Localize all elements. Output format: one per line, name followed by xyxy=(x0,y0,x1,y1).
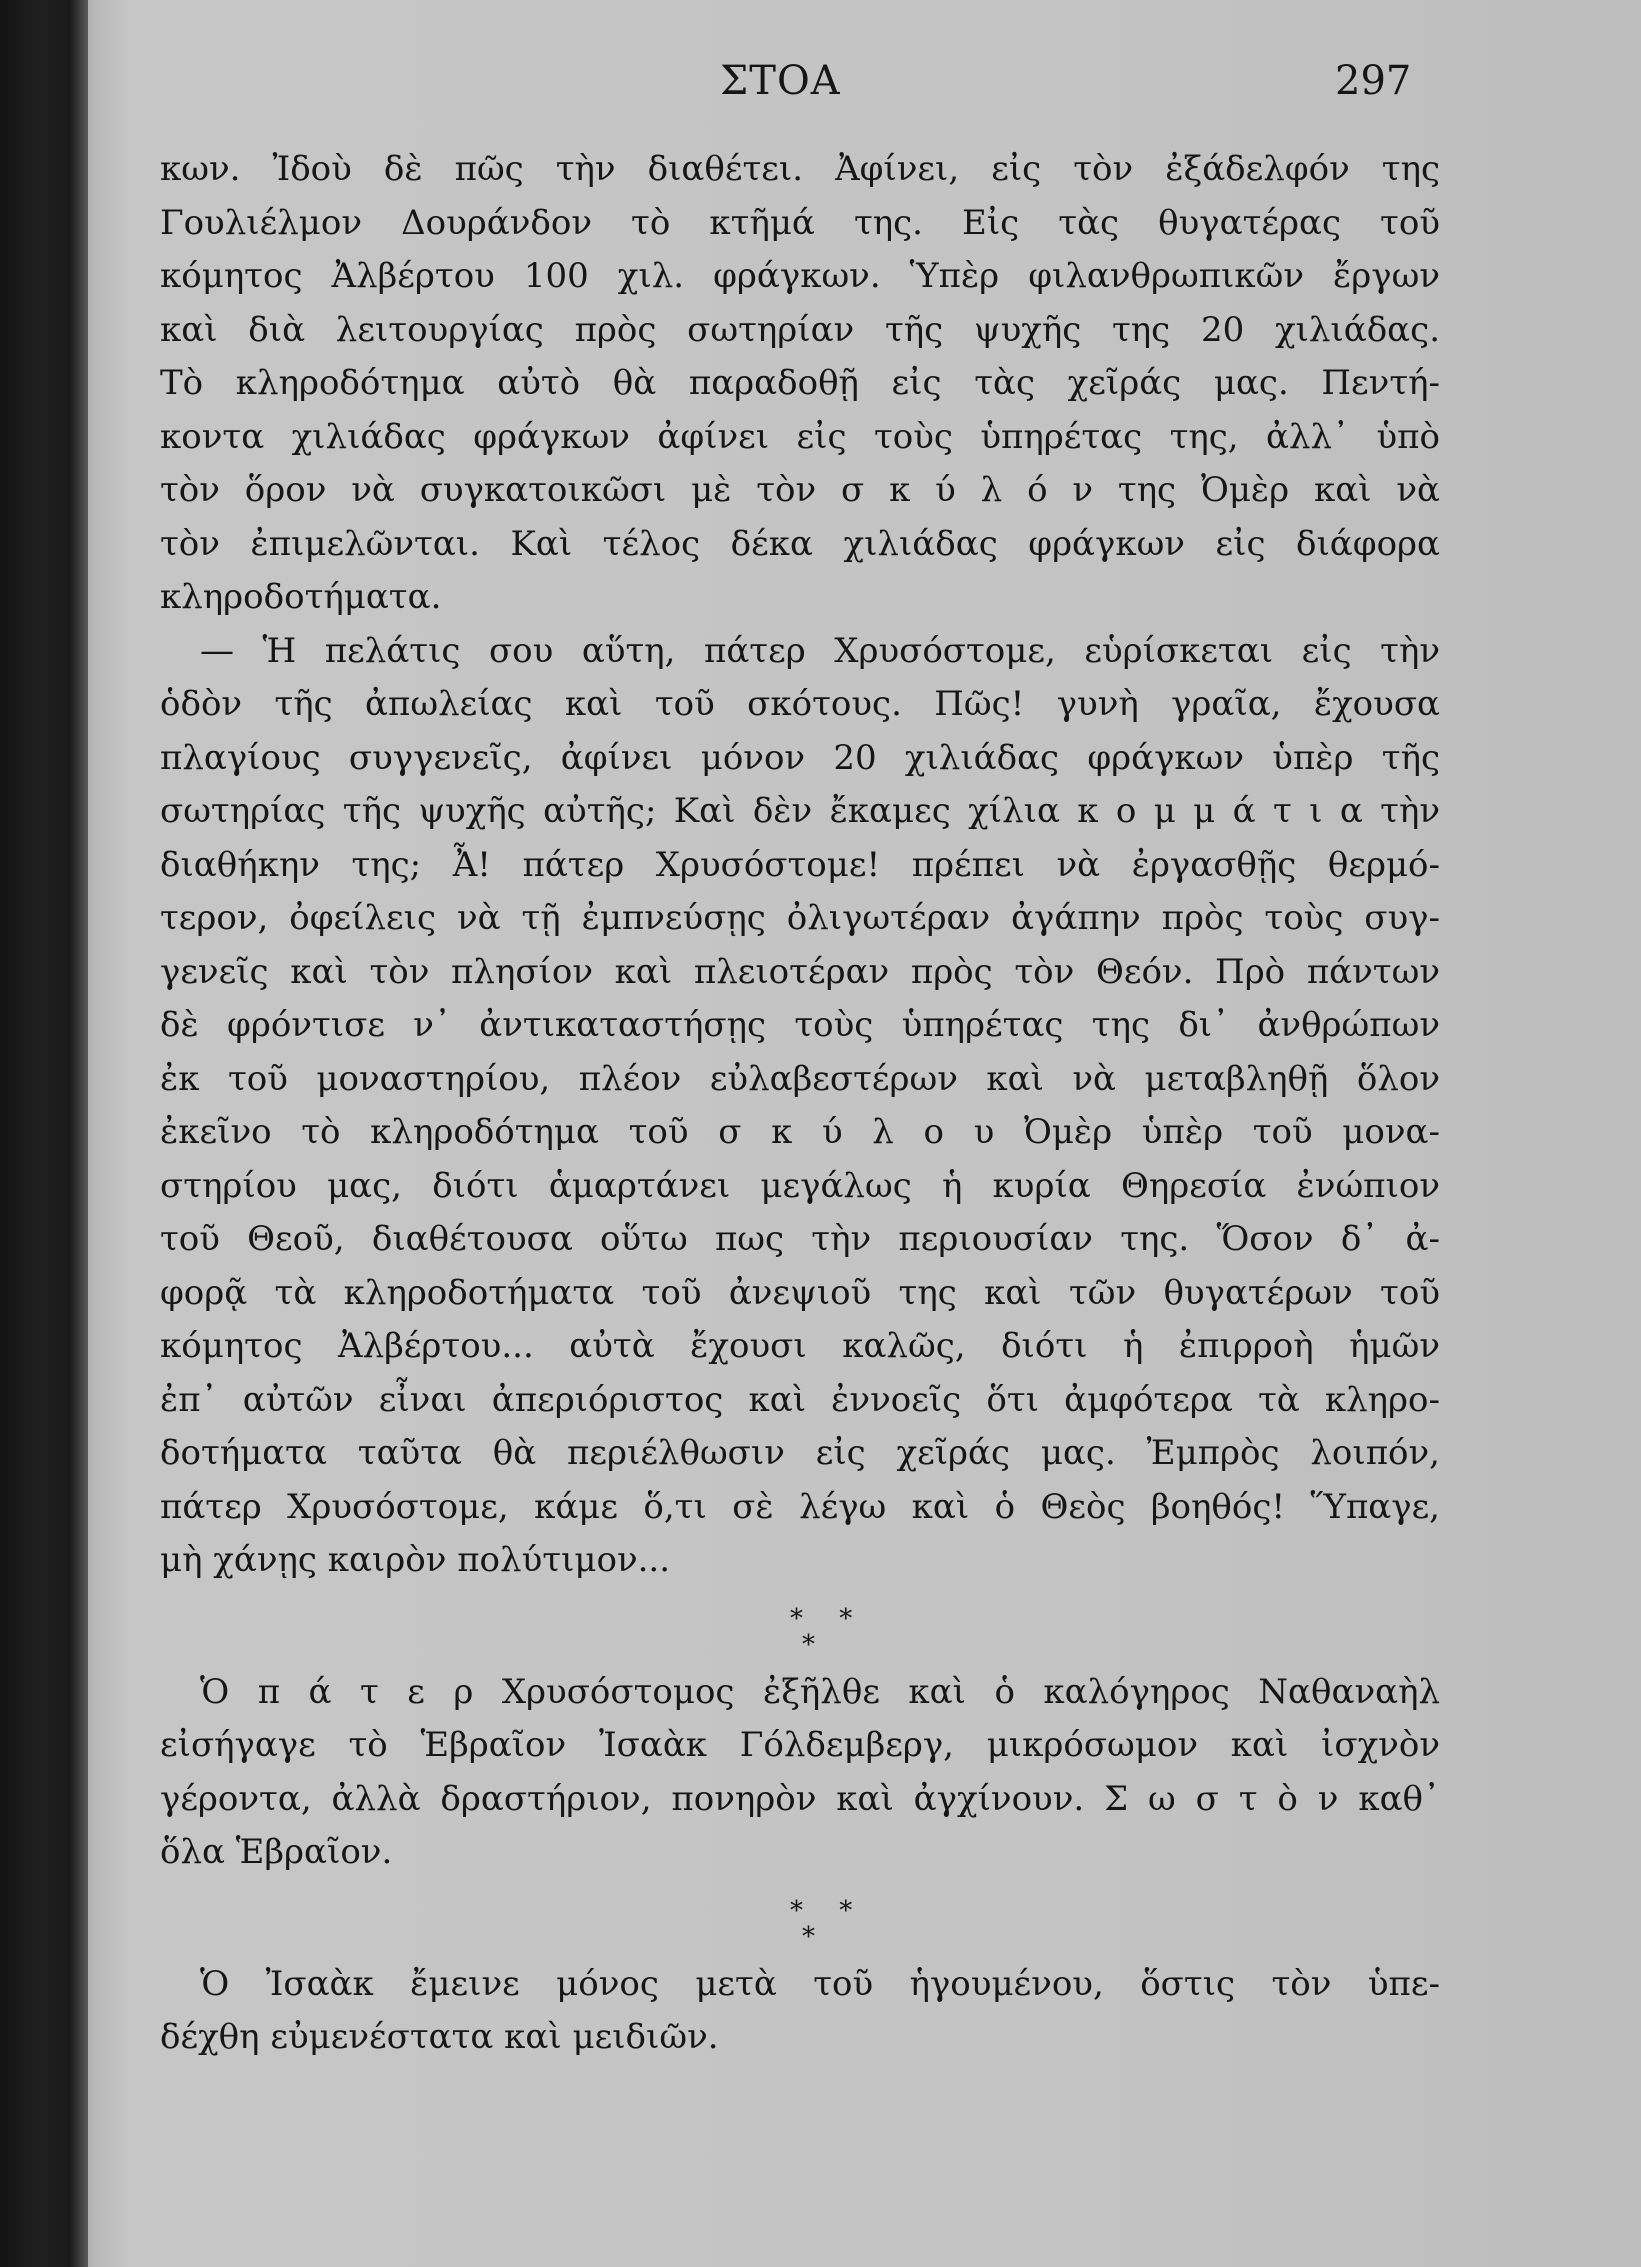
text-line: φορᾷ τὰ κληροδοτήματα τοῦ ἀνεψιοῦ της καὶ τῶν θυγατέρων τοῦ xyxy=(160,1272,1440,1313)
paragraph xyxy=(160,625,1440,1588)
book-gutter xyxy=(0,0,88,2267)
text-line: κων. Ἰδοὺ δὲ πῶς τὴν διαθέτει. Ἀφίνει, εἰς τὸν ἐξάδελφόν της xyxy=(160,149,1440,189)
text-line: δοτήματα ταῦτα θὰ περιέλθωσιν εἰς χεῖράς μας. Ἐμπρὸς λοιπόν, xyxy=(160,1433,1440,1473)
body-text xyxy=(160,143,1440,2065)
text-line: ἐκεῖνο τὸ κληροδότημα τοῦ σ κ ύ λ ο υ Ὀμὲρ ὑπὲρ τοῦ μονα- xyxy=(160,1112,1440,1152)
text-line: δέχθη εὐμενέστατα καὶ μειδιῶν. xyxy=(160,2017,719,2057)
text-line: ὅλα Ἑβραῖον. xyxy=(160,1832,393,1872)
text-line: Ὁ π ά τ ε ρ Χρυσόστομος ἐξῆλθε καὶ ὁ καλόγηρος Ναθαναὴλ xyxy=(200,1671,1440,1712)
text-line: τὸν ὅρον νὰ συγκατοικῶσι μὲ τὸν σ κ ύ λ ό ν της Ὀμὲρ καὶ νὰ xyxy=(160,470,1440,510)
text-line: κοντα χιλιάδας φράγκων ἀφίνει εἰς τοὺς ὑπηρέτας της, ἀλλ᾽ ὑπὸ xyxy=(160,416,1440,457)
text-line: πλαγίους συγγενεῖς, ἀφίνει μόνον 20 χιλιάδας φράγκων ὑπὲρ τῆς xyxy=(160,737,1440,778)
text-line: γέροντα, ἀλλὰ δραστήριον, πονηρὸν καὶ ἀγχίνουν. Σ ω σ τ ὸ ν καθ᾽ xyxy=(160,1778,1440,1819)
text-line: τερον, ὀφείλεις νὰ τῇ ἐμπνεύσῃς ὀλιγωτέραν ἀγάπην πρὸς τοὺς συγ- xyxy=(160,898,1440,938)
text-line: δὲ φρόντισε ν᾽ ἀντικαταστήσῃς τοὺς ὑπηρέτας της δι᾽ ἀνθρώπων xyxy=(160,1005,1440,1045)
text-line: ὁδὸν τῆς ἀπωλείας καὶ τοῦ σκότους. Πῶς! γυνὴ γραῖα, ἔχουσα xyxy=(160,684,1440,724)
text-line: τὸν ἐπιμελῶνται. Καὶ τέλος δέκα χιλιάδας φράγκων εἰς διάφορα xyxy=(160,523,1440,564)
text-line: εἰσήγαγε τὸ Ἑβραῖον Ἰσαὰκ Γόλδεμβεργ, μικρόσωμον καὶ ἰσχνὸν xyxy=(160,1725,1440,1765)
text-line: ἐκ τοῦ μοναστηρίου, πλέον εὐλαβεστέρων καὶ νὰ μεταβληθῇ ὅλον xyxy=(160,1058,1440,1099)
text-line: — Ἡ πελάτις σου αὕτη, πάτερ Χρυσόστομε, εὑρίσκεται εἰς τὴν xyxy=(200,630,1440,671)
asterism-bottom: * xyxy=(802,1921,815,1952)
text-line: Γουλιέλμον Δουράνδον τὸ κτῆμά της. Εἰς τὰς θυγατέρας τοῦ xyxy=(160,202,1440,243)
section-divider xyxy=(160,1588,1440,1666)
running-head xyxy=(160,58,1440,118)
text-line: καὶ διὰ λειτουργίας πρὸς σωτηρίαν τῆς ψυχῆς της 20 χιλιάδας. xyxy=(160,309,1440,350)
paragraph xyxy=(160,1958,1440,2065)
text-line: μὴ χάνῃς καιρὸν πολύτιμον... xyxy=(160,1540,671,1580)
text-line: κληροδοτήματα. xyxy=(160,577,442,617)
paragraph xyxy=(160,143,1440,625)
running-title: ΣΤΟΑ xyxy=(720,58,841,104)
text-line: κόμητος Ἀλβέρτου... αὐτὰ ἔχουσι καλῶς, διότι ἡ ἐπιρροὴ ἡμῶν xyxy=(160,1326,1440,1366)
text-line: Τὸ κληροδότημα αὐτὸ θὰ παραδοθῇ εἰς τὰς χεῖράς μας. Πεντή- xyxy=(160,363,1440,403)
text-line: κόμητος Ἀλβέρτου 100 χιλ. φράγκων. Ὑπὲρ φιλανθρωπικῶν ἔργων xyxy=(160,256,1440,296)
section-divider xyxy=(160,1880,1440,1958)
text-line: ἐπ᾽ αὐτῶν εἶναι ἀπεριόριστος καὶ ἐννοεῖς ὅτι ἀμφότερα τὰ κληρο- xyxy=(160,1379,1440,1420)
text-line: γενεῖς καὶ τὸν πλησίον καὶ πλειοτέραν πρὸς τὸν Θεόν. Πρὸ πάντων xyxy=(160,951,1440,992)
text-line: τοῦ Θεοῦ, διαθέτουσα οὕτω πως τὴν περιουσίαν της. Ὅσον δ᾽ ἀ- xyxy=(160,1219,1440,1259)
text-line: σωτηρίας τῆς ψυχῆς αὐτῆς; Καὶ δὲν ἔκαμες χίλια κ ο μ μ ά τ ι α τὴν xyxy=(160,791,1440,831)
asterism-top: * * xyxy=(790,1603,867,1634)
paragraph xyxy=(160,1666,1440,1880)
asterism-bottom: * xyxy=(802,1629,815,1660)
page-number: 297 xyxy=(1335,58,1412,104)
book-page xyxy=(160,48,1440,2228)
text-line: στηρίου μας, διότι ἁμαρτάνει μεγάλως ἡ κυρία Θηρεσία ἐνώπιον xyxy=(160,1165,1440,1206)
asterism-top: * * xyxy=(790,1895,867,1926)
text-line: Ὁ Ἰσαὰκ ἔμεινε μόνος μετὰ τοῦ ἡγουμένου, ὅστις τὸν ὑπε- xyxy=(200,1963,1440,2004)
text-line: διαθήκην της; Ἆ! πάτερ Χρυσόστομε! πρέπει νὰ ἐργασθῇς θερμό- xyxy=(160,844,1440,885)
text-line: πάτερ Χρυσόστομε, κάμε ὅ,τι σὲ λέγω καὶ ὁ Θεὸς βοηθός! Ὕπαγε, xyxy=(160,1486,1440,1527)
